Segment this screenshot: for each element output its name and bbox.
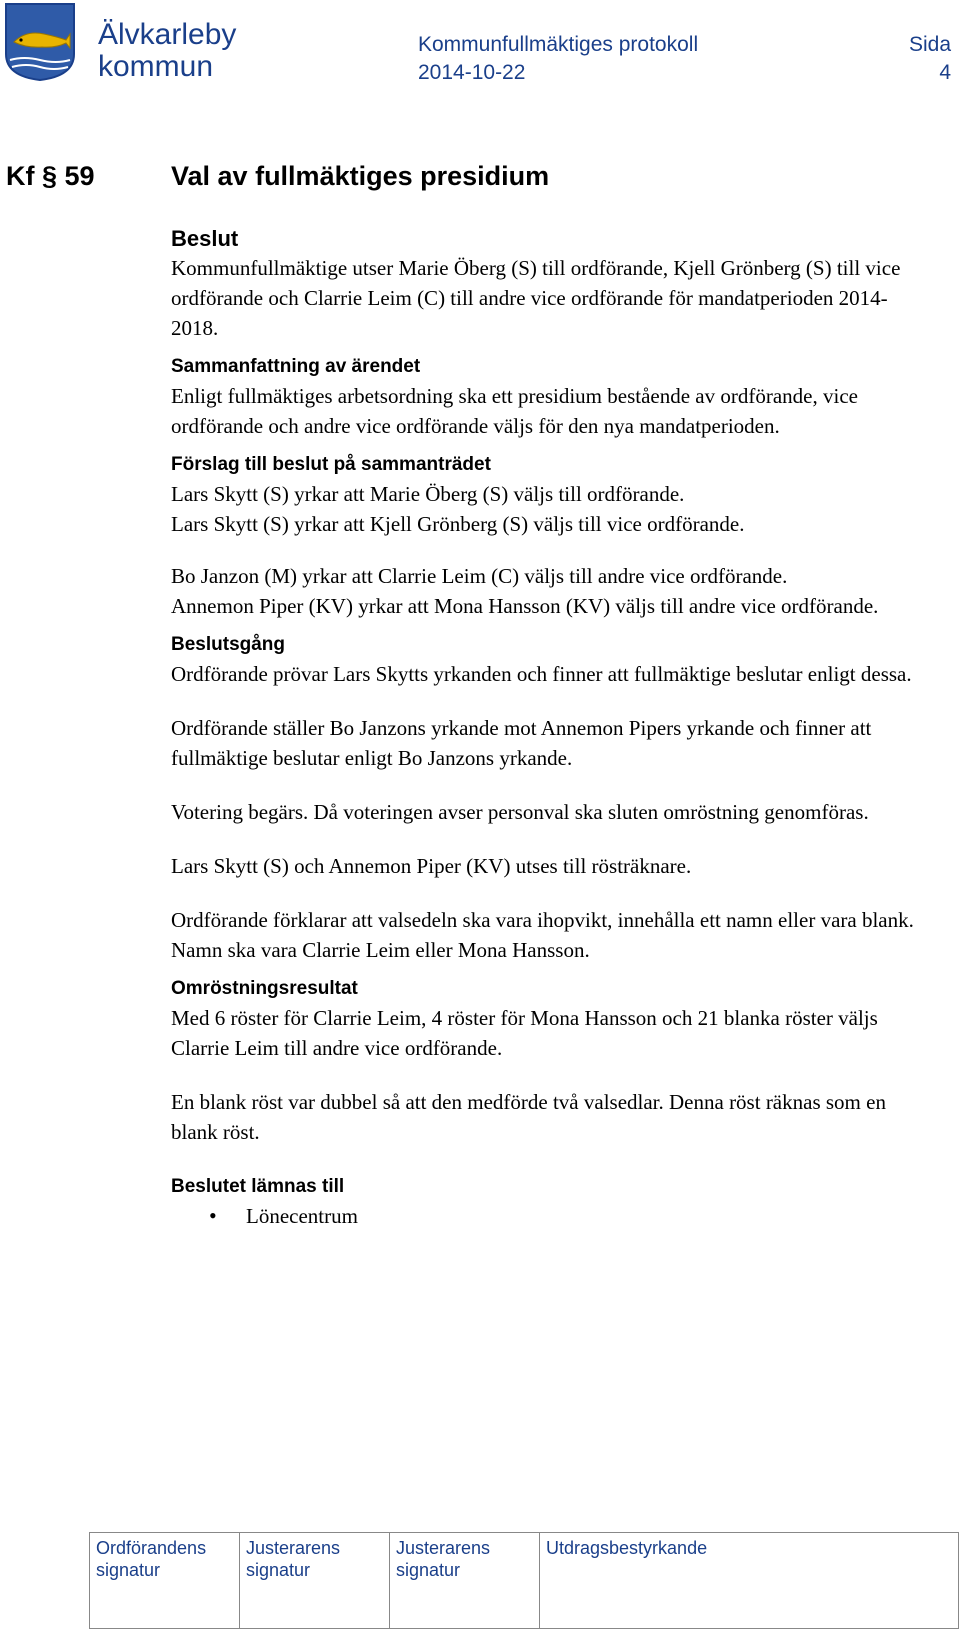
signature-table <box>89 1532 959 1629</box>
brand-line-2: kommun <box>98 50 214 83</box>
procedure-5: Ordförande förklarar att valsedeln ska vara ihopvikt, innehålla ett namn eller vara blank. Namn ska vara Clarrie Leim eller Mona Hansson. <box>171 908 914 962</box>
signature-label: Justerarens <box>246 1538 341 1558</box>
block-heading-beslut: Beslut <box>171 226 239 251</box>
vote-result-1: Med 6 röster för Clarrie Leim, 4 röster för Mona Hansson och 21 blanka röster väljs Clarrie Leim till andre vice ordförande. <box>171 1006 878 1060</box>
distribution-list <box>171 1201 931 1231</box>
section-number: Kf § 59 <box>6 161 95 191</box>
proposal-3: Bo Janzon (M) yrkar att Clarrie Leim (C) väljs till andre vice ordförande. <box>171 564 788 588</box>
section-title: Val av fullmäktiges presidium <box>171 161 550 191</box>
procedure-3: Votering begärs. Då voteringen avser personval ska sluten omröstning genomföras. <box>171 800 869 824</box>
block-heading-summary: Sammanfattning av ärendet <box>171 356 421 377</box>
block-heading-proposals: Förslag till beslut på sammanträdet <box>171 454 491 475</box>
signature-label: signatur <box>96 1560 161 1580</box>
municipality-name <box>98 20 236 82</box>
signature-cell-chair <box>90 1533 240 1629</box>
signature-label: Utdragsbestyrkande <box>546 1538 708 1558</box>
signature-label: signatur <box>246 1560 311 1580</box>
meeting-date: 2014-10-22 <box>418 61 526 84</box>
block-heading-procedure: Beslutsgång <box>171 634 286 655</box>
summary-text: Enligt fullmäktiges arbetsordning ska ett presidium bestående av ordförande, vice ordförande och andre vice ordförande väljs för den nya mandatperioden. <box>171 384 858 438</box>
brand-line-1: Älvkarleby <box>98 18 237 51</box>
procedure-4: Lars Skytt (S) och Annemon Piper (KV) utses till rösträknare. <box>171 854 692 878</box>
signature-cell-adjuster-1 <box>240 1533 390 1629</box>
vote-result-2: En blank röst var dubbel så att den medförde två valsedlar. Denna röst räknas som en blank röst. <box>171 1090 886 1144</box>
procedure-1: Ordförande prövar Lars Skytts yrkanden och finner att fullmäktige beslutar enligt dessa. <box>171 662 912 686</box>
decision-text: Kommunfullmäktige utser Marie Öberg (S) till ordförande, Kjell Grönberg (S) till vice ordförande och Clarrie Leim (C) till andre vice ordförande för mandatperioden 2014-2018. <box>171 256 901 340</box>
signature-cell-extract-certification <box>540 1533 959 1629</box>
signature-cell-adjuster-2 <box>390 1533 540 1629</box>
page-number: 4 <box>939 61 951 84</box>
page-label: Sida <box>908 33 951 56</box>
document-title: Kommunfullmäktiges protokoll <box>418 33 699 56</box>
proposal-1: Lars Skytt (S) yrkar att Marie Öberg (S) väljs till ordförande. <box>171 482 685 506</box>
block-heading-vote-result: Omröstningsresultat <box>171 978 358 999</box>
signature-label: signatur <box>396 1560 461 1580</box>
block-heading-distribution: Beslutet lämnas till <box>171 1176 345 1197</box>
proposal-4: Annemon Piper (KV) yrkar att Mona Hansson (KV) väljs till andre vice ordförande. <box>171 594 879 618</box>
minutes-body <box>171 225 931 1231</box>
procedure-2: Ordförande ställer Bo Janzons yrkande mot Annemon Pipers yrkande och finner att fullmäktige beslutar enligt Bo Janzons yrkande. <box>171 716 872 770</box>
municipal-coat-of-arms-icon <box>4 2 76 82</box>
signature-label: Justerarens <box>396 1538 491 1558</box>
proposal-2: Lars Skytt (S) yrkar att Kjell Grönberg (S) väljs till vice ordförande. <box>171 512 745 536</box>
signature-label: Ordförandens <box>96 1538 207 1558</box>
list-item: • Lönecentrum <box>171 1201 931 1231</box>
